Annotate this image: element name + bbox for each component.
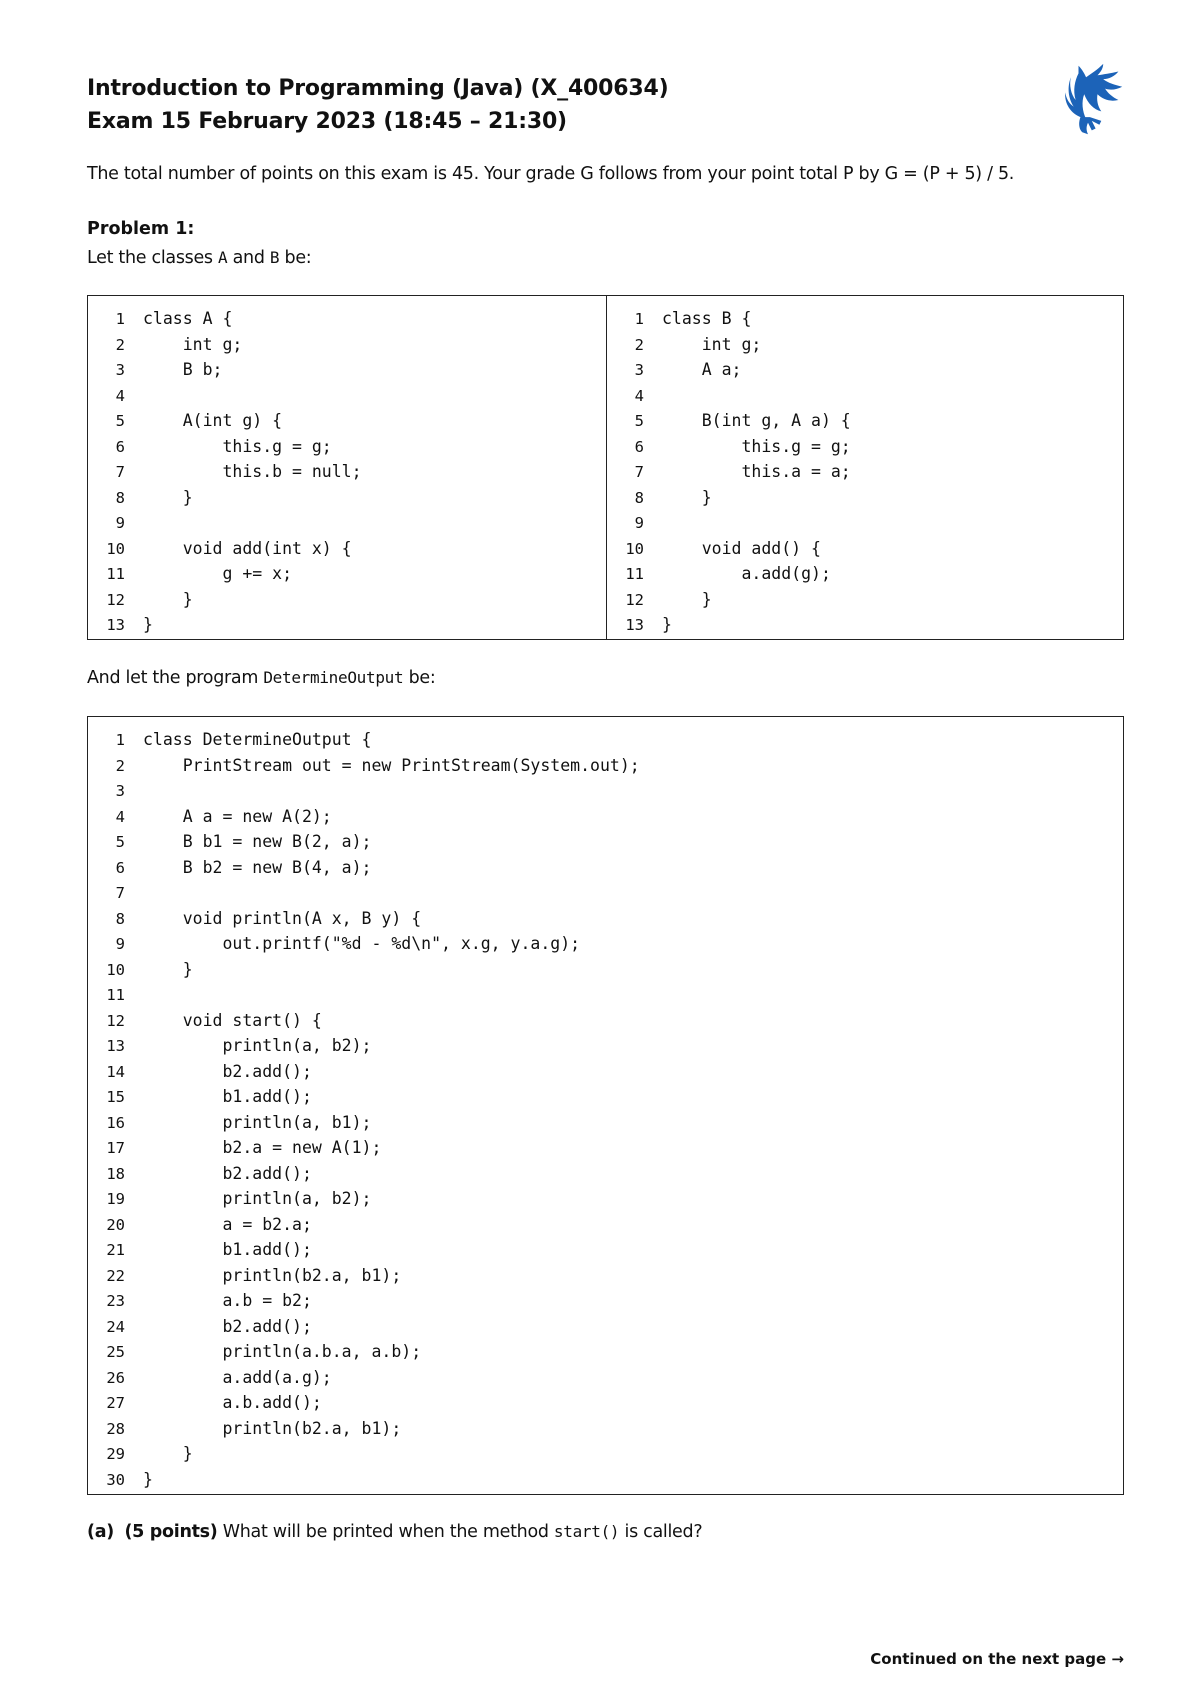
- code-text: void add(int x) {: [143, 538, 352, 558]
- code-line: [607, 561, 1123, 587]
- code-text: println(b2.a, b1);: [143, 1265, 402, 1285]
- line-number: 3: [634, 361, 644, 379]
- line-number: 9: [115, 935, 125, 953]
- code-text: println(a, b2);: [143, 1189, 372, 1208]
- line-number: 19: [106, 1190, 125, 1208]
- line-number: 4: [115, 386, 125, 405]
- class-a-code: [88, 306, 606, 638]
- line-number: 1: [115, 310, 125, 328]
- code-line: [607, 408, 1123, 434]
- code-line: [88, 727, 1123, 753]
- code-line: [607, 434, 1123, 460]
- desc-and: and: [227, 248, 270, 268]
- code-line: [88, 459, 606, 485]
- code-line: [607, 612, 1123, 638]
- code-text: a.add(a.g);: [143, 1367, 332, 1387]
- line-number: 27: [106, 1394, 125, 1412]
- code-line: [88, 1390, 1123, 1416]
- code-line: [607, 383, 1123, 409]
- question-text-prefix: What will be printed when the method: [222, 1522, 554, 1542]
- line-number: 17: [106, 1139, 125, 1157]
- code-line: [88, 1288, 1123, 1314]
- code-line: [88, 306, 606, 332]
- code-line: [88, 408, 606, 434]
- code-text: println(a, b2);: [143, 1036, 372, 1055]
- class-b-name: B: [269, 248, 280, 267]
- question-points: (5 points): [124, 1522, 218, 1542]
- mid-suffix: be:: [403, 668, 436, 688]
- code-line: [88, 332, 606, 358]
- code-text: b2.add();: [143, 1061, 312, 1081]
- code-line: [88, 1161, 1123, 1187]
- line-number: 3: [115, 782, 125, 800]
- line-number: 25: [106, 1343, 125, 1361]
- continued-footer: Continued on the next page →: [870, 1650, 1124, 1668]
- code-line: [607, 459, 1123, 485]
- line-number: 23: [106, 1292, 125, 1310]
- code-text: }: [662, 589, 712, 609]
- code-text: B(int g, A a) {: [662, 411, 851, 430]
- line-number: 16: [106, 1113, 125, 1132]
- code-line: [88, 1084, 1123, 1110]
- code-line: [88, 1441, 1123, 1467]
- line-number: 13: [106, 616, 125, 634]
- code-text: }: [143, 589, 193, 609]
- line-number: 6: [634, 437, 644, 456]
- line-number: 15: [106, 1088, 125, 1106]
- code-text: this.g = g;: [662, 436, 851, 456]
- desc-suffix: be:: [279, 248, 312, 268]
- class-a-name: A: [218, 248, 228, 267]
- line-number: 14: [106, 1062, 125, 1081]
- code-text: int g;: [662, 334, 762, 354]
- line-number: 13: [625, 616, 644, 634]
- line-number: 3: [115, 361, 125, 379]
- line-number: 10: [106, 960, 125, 979]
- code-text: out.printf("%d - %d\n", x.g, y.a.g);: [143, 934, 581, 953]
- code-line: [88, 383, 606, 409]
- line-number: 18: [106, 1164, 125, 1183]
- code-line: [88, 804, 1123, 830]
- code-text: }: [143, 1469, 153, 1489]
- code-text: B b2 = new B(4, a);: [143, 857, 372, 877]
- code-line: [88, 1339, 1123, 1365]
- code-line: [607, 332, 1123, 358]
- desc-prefix: Let the classes: [87, 248, 219, 268]
- code-text: a = b2.a;: [143, 1214, 312, 1234]
- line-number: 1: [115, 731, 125, 749]
- code-text: b2.a = new A(1);: [143, 1138, 382, 1157]
- code-line: [88, 753, 1123, 779]
- code-line: [88, 1059, 1123, 1085]
- line-number: 11: [106, 565, 125, 583]
- code-line: [88, 485, 606, 511]
- code-line: [88, 1467, 1123, 1493]
- line-number: 6: [115, 437, 125, 456]
- question-method: start(): [553, 1522, 620, 1541]
- code-line: [607, 357, 1123, 383]
- code-text: class A {: [143, 309, 233, 328]
- code-text: this.b = null;: [143, 462, 362, 481]
- line-number: 13: [106, 1037, 125, 1055]
- line-number: 12: [106, 1011, 125, 1030]
- question-a: [87, 1522, 702, 1542]
- code-text: class DetermineOutput {: [143, 730, 372, 749]
- code-text: A(int g) {: [143, 411, 283, 430]
- code-text: println(b2.a, b1);: [143, 1418, 402, 1438]
- code-line: [88, 906, 1123, 932]
- code-line: [88, 536, 606, 562]
- code-text: println(a.b.a, a.b);: [143, 1342, 422, 1361]
- code-text: g += x;: [143, 564, 293, 583]
- code-text: void println(A x, B y) {: [143, 908, 422, 928]
- line-number: 9: [115, 514, 125, 532]
- code-text: }: [143, 1444, 193, 1463]
- line-number: 5: [634, 412, 644, 430]
- line-number: 10: [625, 539, 644, 558]
- line-number: 12: [625, 590, 644, 609]
- program-name: DetermineOutput: [263, 668, 404, 687]
- code-line: [88, 357, 606, 383]
- code-line: [607, 485, 1123, 511]
- line-number: 22: [106, 1266, 125, 1285]
- code-text: this.a = a;: [662, 462, 851, 481]
- class-b-code: [607, 306, 1123, 638]
- code-line: [88, 587, 606, 613]
- code-line: [88, 778, 1123, 804]
- determine-output-code: [88, 727, 1123, 1492]
- code-line: [88, 1212, 1123, 1238]
- line-number: 8: [634, 488, 644, 507]
- determine-output-listing: [87, 716, 1124, 1495]
- line-number: 4: [115, 807, 125, 826]
- code-text: A a;: [662, 360, 742, 379]
- line-number: 2: [115, 756, 125, 775]
- mid-prefix: And let the program: [87, 668, 264, 688]
- code-line: [88, 1135, 1123, 1161]
- code-text: }: [662, 487, 712, 507]
- code-line: [88, 1314, 1123, 1340]
- course-title: Introduction to Programming (Java) (X_400634): [87, 76, 669, 101]
- code-text: B b;: [143, 360, 223, 379]
- question-text-suffix: is called?: [619, 1522, 703, 1542]
- line-number: 12: [106, 590, 125, 609]
- code-text: int g;: [143, 334, 243, 354]
- code-text: a.b = b2;: [143, 1291, 312, 1310]
- code-line: [607, 587, 1123, 613]
- code-text: println(a, b1);: [143, 1112, 372, 1132]
- code-line: [88, 1186, 1123, 1212]
- line-number: 6: [115, 858, 125, 877]
- line-number: 2: [634, 335, 644, 354]
- line-number: 26: [106, 1368, 125, 1387]
- line-number: 9: [634, 514, 644, 532]
- line-number: 24: [106, 1317, 125, 1336]
- line-number: 11: [625, 565, 644, 583]
- code-line: [88, 612, 606, 638]
- line-number: 5: [115, 412, 125, 430]
- code-text: void add() {: [662, 538, 821, 558]
- code-line: [88, 510, 606, 536]
- code-text: a.b.add();: [143, 1393, 322, 1412]
- code-text: b2.add();: [143, 1316, 312, 1336]
- code-text: void start() {: [143, 1010, 322, 1030]
- code-text: class B {: [662, 309, 752, 328]
- code-text: b2.add();: [143, 1163, 312, 1183]
- code-line: [88, 880, 1123, 906]
- line-number: 8: [115, 909, 125, 928]
- code-line: [88, 1416, 1123, 1442]
- class-a-listing: [88, 296, 607, 639]
- university-griffin-logo: [1050, 62, 1126, 138]
- code-text: PrintStream out = new PrintStream(System.out);: [143, 755, 640, 775]
- code-text: a.add(g);: [662, 564, 831, 583]
- code-line: [88, 1008, 1123, 1034]
- program-intro-text: [87, 668, 435, 688]
- code-line: [88, 1033, 1123, 1059]
- code-text: }: [143, 487, 193, 507]
- line-number: 7: [634, 463, 644, 481]
- exam-intro-text: The total number of points on this exam is 45. Your grade G follows from your point total P by G = (P + 5) / 5.: [87, 164, 1015, 184]
- question-label: (a): [87, 1522, 114, 1542]
- code-line: [88, 1237, 1123, 1263]
- code-text: B b1 = new B(2, a);: [143, 832, 372, 851]
- line-number: 20: [106, 1215, 125, 1234]
- code-line: [88, 931, 1123, 957]
- code-line: [88, 982, 1123, 1008]
- exam-title: [87, 72, 668, 138]
- code-line: [607, 510, 1123, 536]
- class-definitions-box: [87, 295, 1124, 640]
- code-line: [88, 434, 606, 460]
- line-number: 4: [634, 386, 644, 405]
- code-text: }: [662, 615, 672, 634]
- code-text: b1.add();: [143, 1240, 312, 1259]
- line-number: 8: [115, 488, 125, 507]
- line-number: 7: [115, 884, 125, 902]
- problem-description: [87, 248, 311, 268]
- line-number: 29: [106, 1445, 125, 1463]
- code-line: [88, 1110, 1123, 1136]
- problem-title: Problem 1:: [87, 219, 195, 239]
- code-text: this.g = g;: [143, 436, 332, 456]
- code-line: [607, 306, 1123, 332]
- code-line: [88, 829, 1123, 855]
- code-line: [607, 536, 1123, 562]
- line-number: 30: [106, 1470, 125, 1489]
- line-number: 7: [115, 463, 125, 481]
- line-number: 10: [106, 539, 125, 558]
- code-text: b1.add();: [143, 1087, 312, 1106]
- line-number: 28: [106, 1419, 125, 1438]
- line-number: 11: [106, 986, 125, 1004]
- line-number: 1: [634, 310, 644, 328]
- line-number: 5: [115, 833, 125, 851]
- class-b-listing: [607, 296, 1123, 639]
- code-text: A a = new A(2);: [143, 806, 332, 826]
- code-line: [88, 957, 1123, 983]
- code-line: [88, 561, 606, 587]
- code-line: [88, 1263, 1123, 1289]
- code-text: }: [143, 615, 153, 634]
- code-text: }: [143, 959, 193, 979]
- exam-date: Exam 15 February 2023 (18:45 – 21:30): [87, 109, 567, 134]
- code-line: [88, 1365, 1123, 1391]
- line-number: 2: [115, 335, 125, 354]
- line-number: 21: [106, 1241, 125, 1259]
- code-line: [88, 855, 1123, 881]
